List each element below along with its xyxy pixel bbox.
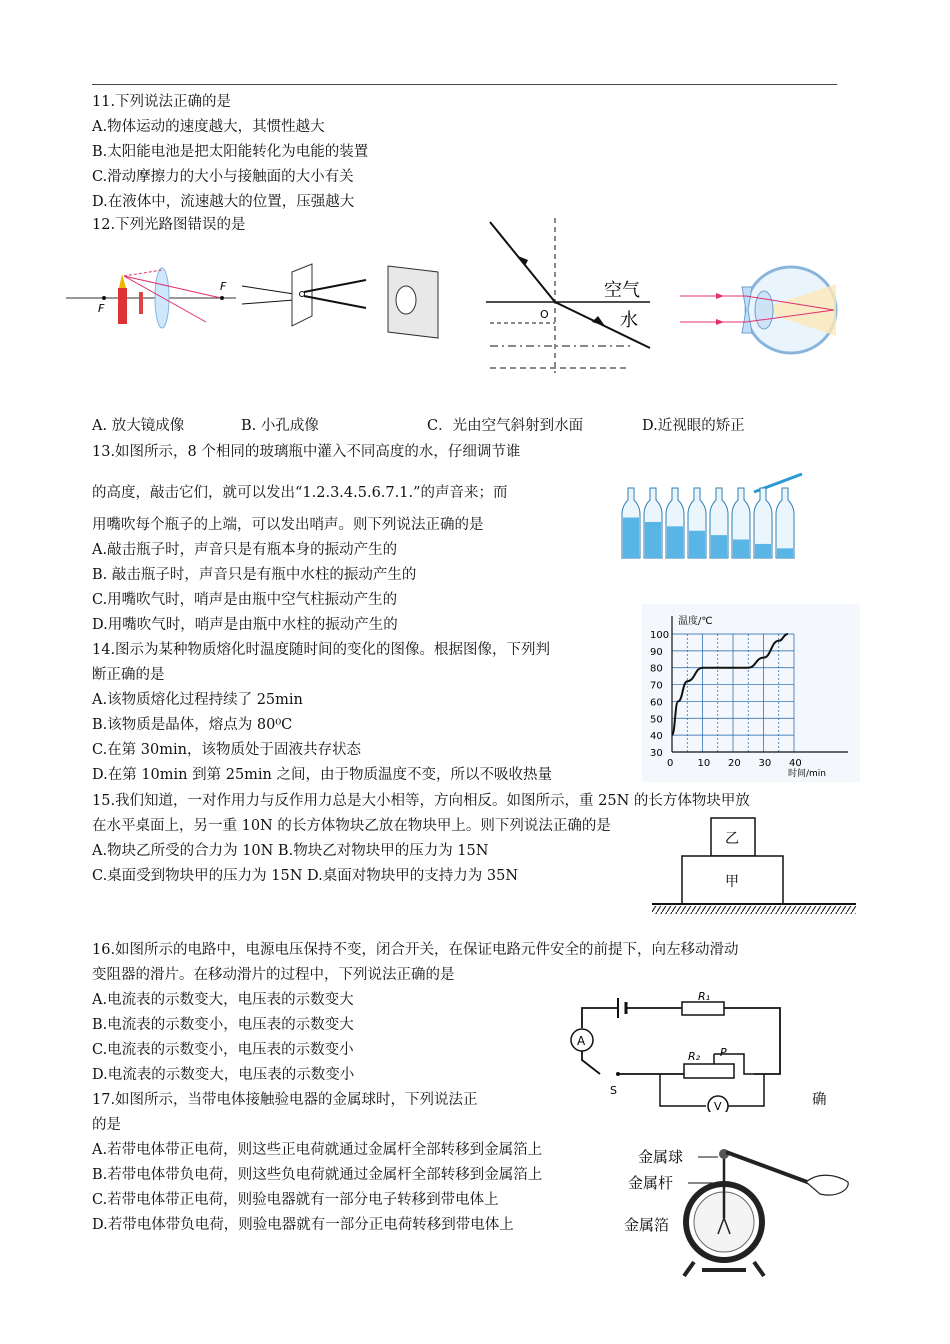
q15-option-ab: A.物块乙所受的合力为 10N B.物块乙对物块甲的压力为 15N [92, 843, 489, 859]
y-tick-label: 100 [650, 630, 670, 641]
focus-label-right: F [220, 280, 227, 293]
q12-option-c: C．光由空气斜射到水面 [427, 418, 584, 434]
convex-lens [155, 268, 169, 328]
q11-stem: 11.下列说法正确的是 [92, 94, 232, 110]
focus-point-right [220, 296, 224, 300]
y-tick-label: 30 [650, 748, 663, 759]
water-label: 水 [620, 310, 638, 331]
arrow-bottom [716, 319, 724, 325]
q17-stem-line-2: 的是 [92, 1117, 121, 1133]
q12-fig-ab [66, 262, 446, 342]
switch-lever [582, 1051, 600, 1074]
charged-rod [726, 1152, 818, 1186]
bottle-icon [710, 488, 728, 558]
q12-fig-c [480, 218, 670, 378]
block-yi-label: 乙 [725, 831, 739, 847]
incident-arrow [518, 256, 528, 266]
inverted-image [396, 286, 416, 314]
voltmeter-label: V [714, 1100, 722, 1112]
pinhole-ray-4 [304, 296, 366, 308]
q11-option-a: A.物体运动的速度越大，其惯性越大 [92, 119, 325, 135]
bottle-icon [622, 488, 640, 558]
y-tick-label: 40 [650, 731, 663, 743]
q16-option-d: D.电流表的示数变大，电压表的示数变小 [92, 1067, 355, 1083]
q14-option-c: C.在第 30min，该物质处于固液共存状态 [92, 742, 361, 758]
q13-option-c: C.用嘴吹气时，哨声是由瓶中空气柱振动产生的 [92, 592, 398, 608]
slider-label: P [720, 1046, 727, 1059]
y-axis-label: 温度/℃ [678, 616, 713, 627]
q17-stem: 17.如图所示，当带电体接触验电器的金属球时，下列说法正 [92, 1092, 478, 1108]
melting-chart [642, 604, 860, 782]
rheostat-r2 [684, 1064, 734, 1078]
r2-label: R₂ [688, 1050, 701, 1063]
x-tick-label: 30 [758, 758, 772, 769]
pinhole-ray-3 [304, 280, 366, 292]
q14-line-1: 14.图示为某种物质熔化时温度随时间的变化的图像。根据图像，下列判 [92, 642, 551, 658]
origin-label: O [540, 308, 549, 321]
q13-option-a: A.敲击瓶子时，声音只是有瓶本身的振动产生的 [92, 542, 398, 558]
q11-option-c: C.滑动摩擦力的大小与接触面的大小有关 [92, 169, 354, 185]
q12-option-d: D.近视眼的矫正 [642, 418, 745, 434]
label-metal-rod: 金属杆 [628, 1174, 674, 1192]
q15-line-1: 15.我们知道，一对作用力与反作用力总是大小相等，方向相反。如图所示，重 25N 的长方体物块甲放 [92, 793, 750, 809]
header-rule [92, 84, 837, 85]
electroscope-stand [684, 1262, 764, 1276]
bottle-icon [776, 488, 794, 558]
pinhole-ray-1 [242, 286, 294, 294]
q13-bottles-fig [618, 470, 808, 562]
bottle-icon [688, 488, 706, 558]
q13-line-1: 13.如图所示，8 个相同的玻璃瓶中灌入不同高度的水，仔细调节谁 [92, 444, 521, 460]
q16-line-1: 16.如图所示的电路中，电源电压保持不变，闭合开关，在保证电路元件安全的前提下，向左移动滑动 [92, 942, 739, 958]
ray-dashed [124, 270, 162, 276]
x-tick-label: 20 [728, 758, 741, 769]
q11-option-b: B.太阳能电池是把太阳能转化为电能的装置 [92, 144, 369, 160]
q16-option-b: B.电流表的示数变小，电压表的示数变大 [92, 1017, 354, 1033]
chart-background [642, 604, 860, 782]
q11-option-d: D.在液体中，流速越大的位置，压强越大 [92, 194, 355, 210]
label-metal-ball: 金属球 [638, 1148, 684, 1166]
q14-line-2: 断正确的是 [92, 667, 165, 683]
wire-voltmeter-left [660, 1074, 706, 1106]
x-axis-label: 时间/min [788, 769, 827, 779]
resistor-r1 [682, 1002, 724, 1015]
q17-electroscope-fig [622, 1138, 858, 1280]
label-metal-foil: 金属箔 [624, 1216, 670, 1234]
q14-option-b: B.该物质是晶体，熔点为 80⁰C [92, 717, 293, 733]
q17-option-d: D.若带电体带负电荷，则验电器就有一部分正电荷转移到带电体上 [92, 1217, 514, 1233]
focus-point-left [102, 296, 106, 300]
y-tick-label: 80 [650, 663, 663, 675]
bottle-icon [754, 488, 772, 558]
q12-option-a: A. 放大镜成像 [92, 418, 185, 434]
air-label: 空气 [604, 280, 640, 301]
switch-label: S [610, 1084, 617, 1097]
q14-option-d: D.在第 10min 到第 25min 之间，由于物质温度不变，所以不吸收热量 [92, 767, 553, 783]
q13-line-3: 用嘴吹每个瓶子的上端，可以发出哨声。则下列说法正确的是 [92, 517, 484, 533]
candle-icon [118, 288, 127, 324]
q16-circuit-fig [564, 990, 804, 1112]
bottle-icon [644, 488, 662, 558]
x-tick-label: 0 [667, 758, 674, 769]
pinhole-ray-2 [242, 300, 294, 304]
y-tick-label: 70 [650, 680, 663, 692]
hand-icon [806, 1175, 848, 1195]
q12-option-b: B. 小孔成像 [241, 418, 319, 434]
q12-stem: 12.下列光路图错误的是 [92, 217, 246, 233]
y-tick-label: 90 [650, 646, 663, 658]
q13-line-2: 的高度，敲击它们，就可以发出“1.2.3.4.5.6.7.1.”的声音来；而 [92, 485, 508, 501]
x-tick-label: 40 [789, 758, 802, 769]
ammeter-label: A [577, 1034, 586, 1048]
q15-line-2: 在水平桌面上，另一重 10N 的长方体物块乙放在物块甲上。则下列说法正确的是 [92, 818, 611, 834]
q17-option-a: A.若带电体带正电荷，则这些正电荷就通过金属杆全部转移到金属箔上 [92, 1142, 543, 1158]
pinhole [300, 292, 305, 297]
q13-option-d: D.用嘴吹气时，哨声是由瓶中水柱的振动产生的 [92, 617, 398, 633]
arrow-top [716, 293, 724, 299]
wire-voltmeter-right [728, 1074, 764, 1106]
r1-label: R₁ [698, 990, 711, 1003]
q17-option-b: B.若带电体带负电荷，则这些负电荷就通过金属杆全部转移到金属箔上 [92, 1167, 543, 1183]
q16-line-2: 变阻器的滑片。在移动滑片的过程中，下列说法正确的是 [92, 967, 455, 983]
q17-option-c: C.若带电体带正电荷，则验电器就有一部分电子转移到带电体上 [92, 1192, 499, 1208]
bottle-icon [666, 488, 684, 558]
ray-2 [124, 276, 221, 298]
image-candle [139, 292, 143, 314]
q15-blocks-fig [652, 816, 858, 920]
block-jia-label: 甲 [725, 874, 739, 890]
y-tick-label: 50 [650, 714, 663, 726]
table-hatch [652, 906, 856, 914]
q14-option-a: A.该物质熔化过程持续了 25min [92, 692, 303, 708]
q16-option-a: A.电流表的示数变大，电压表的示数变大 [92, 992, 354, 1008]
eye-lens [755, 291, 773, 329]
wire-left-top [582, 1008, 618, 1028]
focus-label-left: F [98, 302, 105, 315]
q12-fig-d [676, 262, 846, 358]
x-tick-label: 10 [697, 758, 711, 769]
y-tick-label: 60 [650, 697, 663, 709]
q17-stem-end: 确 [812, 1092, 827, 1108]
refracted-arrow [592, 316, 605, 326]
q15-option-cd: C.桌面受到物块甲的压力为 15N D.桌面对物块甲的支持力为 35N [92, 868, 519, 884]
q13-option-b: B. 敲击瓶子时，声音只是有瓶中水柱的振动产生的 [92, 567, 417, 583]
bottle-icon [732, 488, 750, 558]
q16-option-c: C.电流表的示数变小，电压表的示数变小 [92, 1042, 354, 1058]
